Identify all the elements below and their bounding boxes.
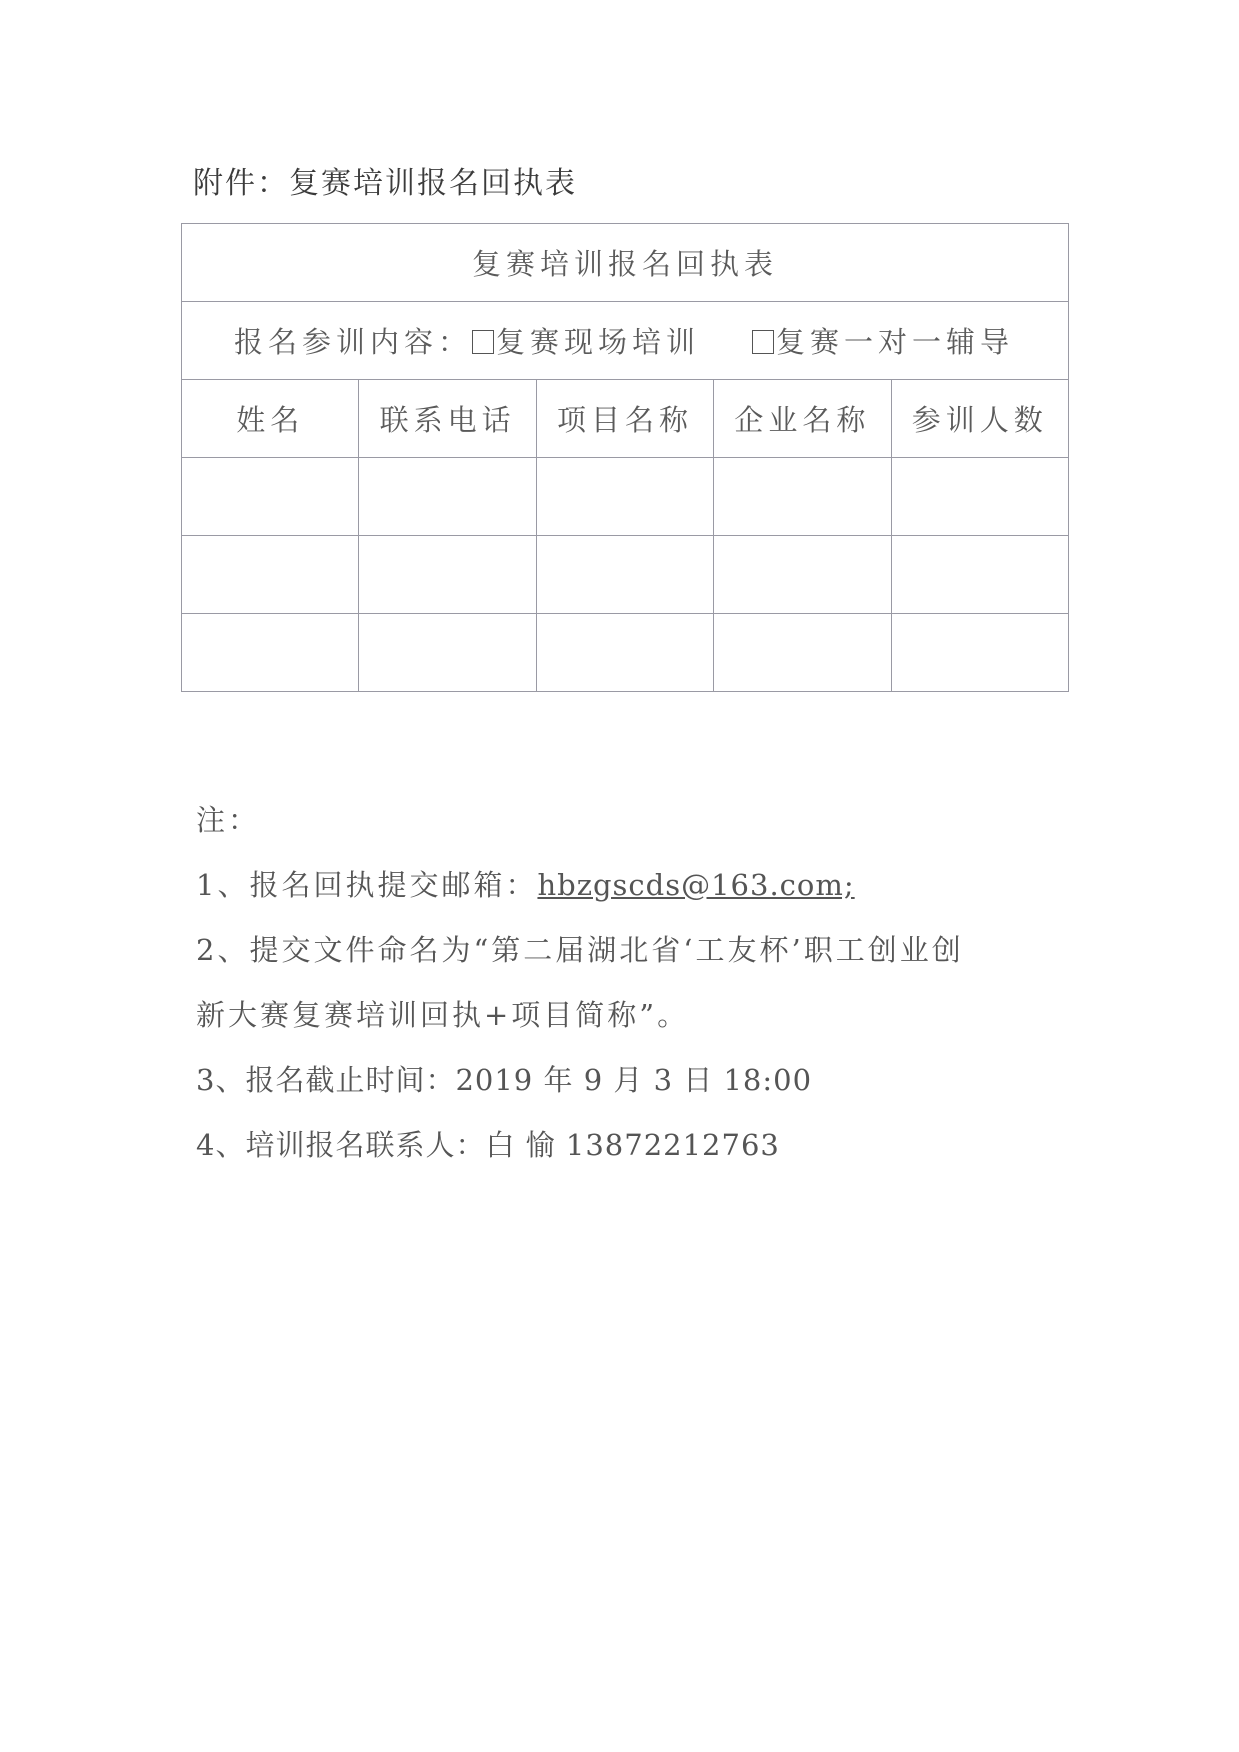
table-cell[interactable] [182, 614, 359, 692]
note-2-line-2: 新大赛复赛培训回执+项目简称”。 [196, 998, 690, 1032]
table-cell[interactable] [536, 458, 713, 536]
note-1 [196, 853, 964, 918]
registration-form-table [181, 223, 1069, 692]
notes-label: 注： [196, 803, 261, 837]
training-content-cell [182, 302, 1069, 380]
note-4: 4、培训报名联系人：白 愉 13872212763 [196, 1128, 780, 1162]
training-content-row [182, 302, 1069, 380]
table-cell[interactable] [536, 614, 713, 692]
table-row [182, 614, 1069, 692]
notes-section [196, 788, 964, 1178]
table-cell[interactable] [182, 458, 359, 536]
training-content-label: 报名参训内容： [234, 325, 473, 359]
note-3: 3、报名截止时间：2019 年 9 月 3 日 18:00 [196, 1063, 813, 1097]
column-header-attendee-count: 参训人数 [891, 380, 1068, 458]
checkbox-one-on-one-coaching[interactable] [752, 330, 774, 354]
option-onsite-training-label: 复赛现场培训 [496, 325, 701, 359]
table-row [182, 536, 1069, 614]
table-cell[interactable] [182, 536, 359, 614]
table-cell[interactable] [891, 614, 1068, 692]
note-2-line-1: 2、提交文件命名为“第二届湖北省‘工友杯’职工创业创 [196, 933, 964, 967]
table-cell[interactable] [714, 536, 891, 614]
table-cell[interactable] [714, 458, 891, 536]
table-title: 复赛培训报名回执表 [182, 224, 1069, 302]
table-cell[interactable] [891, 458, 1068, 536]
table-title-row [182, 224, 1069, 302]
column-header-project-name: 项目名称 [536, 380, 713, 458]
attachment-heading: 附件：复赛培训报名回执表 [193, 166, 577, 201]
table-cell[interactable] [891, 536, 1068, 614]
column-header-company-name: 企业名称 [714, 380, 891, 458]
option-one-on-one-coaching-label: 复赛一对一辅导 [776, 325, 1015, 359]
table-header-row [182, 380, 1069, 458]
email-link[interactable]: hbzgscds@163.com; [537, 868, 855, 902]
table-cell[interactable] [359, 614, 536, 692]
column-header-name: 姓名 [182, 380, 359, 458]
column-header-phone: 联系电话 [359, 380, 536, 458]
checkbox-onsite-training[interactable] [472, 330, 494, 354]
table-cell[interactable] [536, 536, 713, 614]
table-cell[interactable] [714, 614, 891, 692]
table-cell[interactable] [359, 536, 536, 614]
table-row [182, 458, 1069, 536]
table-cell[interactable] [359, 458, 536, 536]
note-1-text: 1、报名回执提交邮箱： [196, 868, 538, 902]
